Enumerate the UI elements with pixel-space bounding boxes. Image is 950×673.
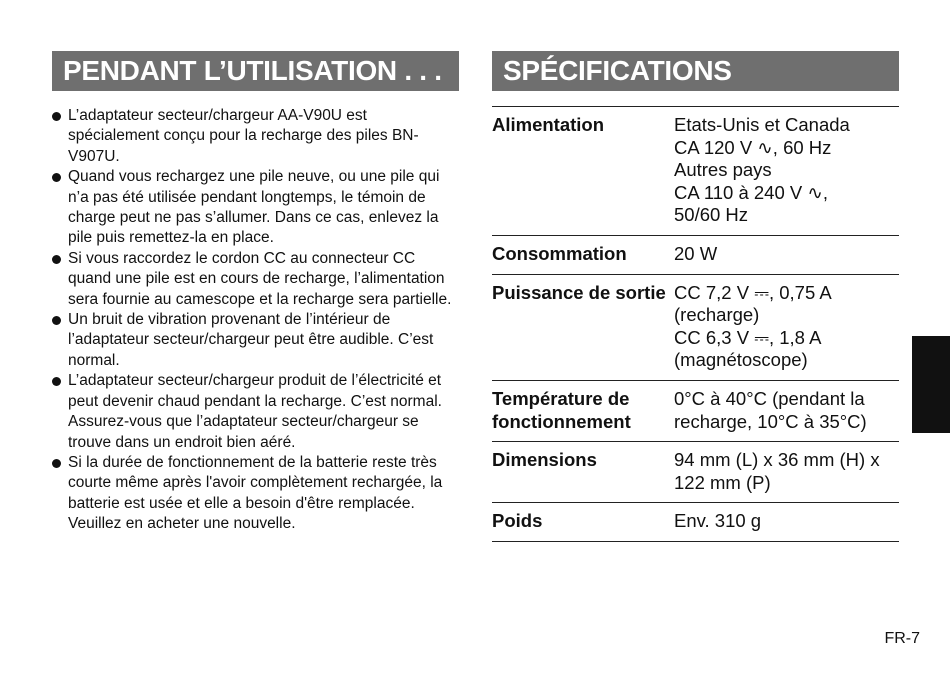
spec-label-operating-temperature: Température de fonctionnement <box>492 387 631 432</box>
spec-value-line: Env. 310 g <box>674 510 762 532</box>
bullet-icon <box>52 459 61 468</box>
list-item <box>52 167 462 249</box>
spec-value-line: 94 mm (L) x 36 mm (H) x <box>674 449 880 471</box>
list-item <box>52 310 462 371</box>
spec-value-dimensions <box>674 442 899 503</box>
table-row <box>492 442 899 503</box>
table-row <box>492 503 899 542</box>
section-heading-usage: PENDANT L’UTILISATION . . . <box>52 51 459 91</box>
spec-value-line: 0°C à 40°C (pendant la <box>674 387 865 409</box>
spec-value-line: (recharge) <box>674 304 760 326</box>
section-side-tab <box>912 336 950 433</box>
spec-value-line: (magnétoscope) <box>674 349 808 371</box>
bullet-icon <box>52 255 61 264</box>
spec-value-line: 20 W <box>674 242 718 264</box>
list-item <box>52 106 462 167</box>
page-number: FR-7 <box>884 630 920 647</box>
spec-value-line: 122 mm (P) <box>674 471 771 493</box>
bullet-text: L’adaptateur secteur/chargeur AA-V90U est spécialement conçu pour la recharge des piles BN-V907U. <box>68 107 419 165</box>
spec-value-output <box>674 274 899 380</box>
section-heading-specifications: SPÉCIFICATIONS <box>492 51 899 91</box>
bullet-icon <box>52 112 61 121</box>
spec-value-consumption <box>674 235 899 274</box>
list-item <box>52 453 462 535</box>
spec-value-power-supply <box>674 107 899 236</box>
spec-value-line: CA 120 V ∿, 60 Hz <box>674 136 832 158</box>
bullet-icon <box>52 173 61 182</box>
table-row <box>492 107 899 236</box>
spec-value-line: recharge, 10°C à 35°C) <box>674 410 867 432</box>
usage-bullet-list <box>52 106 462 535</box>
spec-value-line: CC 7,2 V ⎓, 0,75 A <box>674 281 832 303</box>
spec-label-dimensions: Dimensions <box>492 449 597 471</box>
spec-value-line: CC 6,3 V ⎓, 1,8 A <box>674 326 822 348</box>
list-item <box>52 249 462 310</box>
table-row <box>492 380 899 441</box>
bullet-text: Si la durée de fonctionnement de la batterie reste très courte même après l'avoir complètement rechargée, la batterie est usée et elle a besoin d'être remplacée. Veuillez en acheter une nouvelle. <box>68 453 443 533</box>
spec-value-line: Etats-Unis et Canada <box>674 114 850 135</box>
table-row <box>492 235 899 274</box>
spec-label-weight: Poids <box>492 510 543 532</box>
spec-label-consumption: Consommation <box>492 242 627 264</box>
bullet-text: Un bruit de vibration provenant de l’intérieur de l’adaptateur secteur/chargeur peut être audible. C’est normal. <box>68 311 434 369</box>
specifications-table <box>492 106 899 542</box>
spec-value-operating-temperature <box>674 380 899 441</box>
bullet-icon <box>52 377 61 386</box>
spec-value-line: Autres pays <box>674 159 772 181</box>
bullet-text: Quand vous rechargez une pile neuve, ou une pile qui n’a pas été utilisée pendant longtemps, le témoin de charge peut ne pas s’allumer. Dans ce cas, enlevez la pile puis remettez-la en place. <box>68 168 440 247</box>
bullet-text: L’adaptateur secteur/chargeur produit de l’électricité et peut devenir chaud pendant la recharge. C’est normal. Assurez-vous que l’adaptateur secteur/chargeur se trouve dans un endroit bien aéré. <box>68 372 442 451</box>
spec-value-line: CA 110 à 240 V ∿, <box>674 181 829 203</box>
bullet-text: Si vous raccordez le cordon CC au connecteur CC quand une pile est en cours de recharge, l’alimentation sera fournie au camescope et la recharge sera partielle. <box>68 249 452 308</box>
spec-value-weight <box>674 503 899 542</box>
bullet-icon <box>52 316 61 325</box>
spec-value-line: 50/60 Hz <box>674 204 749 226</box>
spec-label-output: Puissance de sortie <box>492 281 666 303</box>
table-row <box>492 274 899 380</box>
spec-label-power-supply: Alimentation <box>492 114 605 135</box>
list-item <box>52 371 462 453</box>
